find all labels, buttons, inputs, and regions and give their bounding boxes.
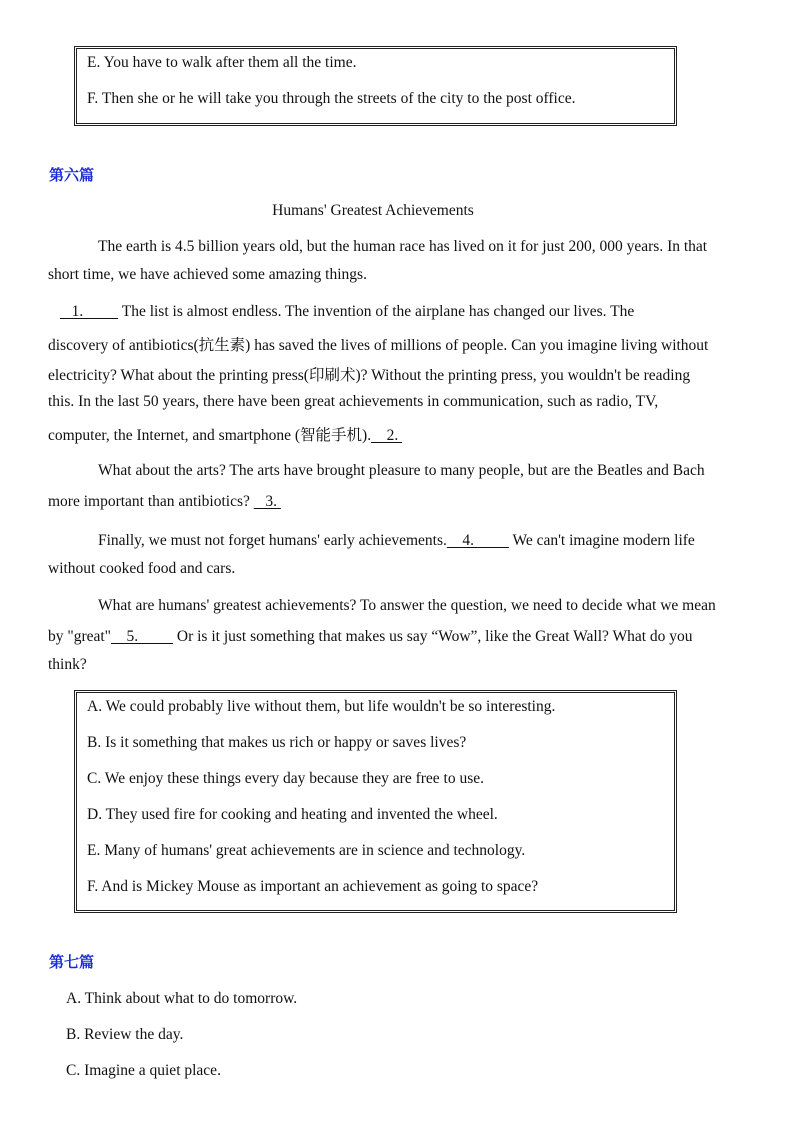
section7-heading: 第七篇 [49,953,95,971]
paragraph5-text-b: Or is it just something that makes us say “Wow”, like the Great Wall? What do you [173,628,693,645]
option-c: C. We enjoy these things every day because they are free to use. [87,770,485,787]
paragraph1-line1: The earth is 4.5 billion years old, but the human race has lived on it for just 200, 000 years. In that [98,238,708,255]
paragraph2-line5 [48,423,402,445]
blank-5[interactable]: 5. [111,628,174,645]
paragraph2-line3: electricity? What about the printing press(印刷术)? Without the printing press, you wouldn't be reading [48,367,691,384]
paragraph2-line2: discovery of antibiotics(抗生素) has saved the lives of millions of people. Can you imagine living without [48,337,709,354]
option-e: E. You have to walk after them all the time. [87,54,357,71]
paragraph3-line2 [48,493,281,511]
option-a: A. We could probably live without them, but life wouldn't be so interesting. [87,698,556,715]
section7-option-b: B. Review the day. [66,1026,184,1043]
section6-heading: 第六篇 [49,166,95,184]
option-e: E. Many of humans' great achievements are in science and technology. [87,842,526,859]
section7-option-c: C. Imagine a quiet place. [66,1062,221,1079]
paragraph5-line2 [48,628,693,646]
paragraph2-text: The list is almost endless. The invention of the airplane has changed our lives. The [118,303,635,320]
top-options-box [74,46,677,126]
option-d: D. They used fire for cooking and heating and invented the wheel. [87,806,498,823]
paragraph4-text-b: We can't imagine modern life [508,532,695,549]
paragraph4-line1 [98,532,695,550]
option-f: F. And is Mickey Mouse as important an achievement as going to space? [87,878,539,895]
paragraph3-text: more important than antibiotics? [48,493,254,510]
paragraph5-line3: think? [48,656,87,673]
paragraph3-line1: What about the arts? The arts have brought pleasure to many people, but are the Beatles and Bach [98,462,705,479]
section6-options-box [74,690,677,913]
paragraph2-line4: this. In the last 50 years, there have been great achievements in communication, such as radio, TV, [48,393,659,410]
paragraph5-text-a: by "great" [48,628,112,645]
paragraph4-line2: without cooked food and cars. [48,560,236,577]
section7-option-a: A. Think about what to do tomorrow. [66,990,298,1007]
passage-title: Humans' Greatest Achievements [272,202,474,219]
blank-3[interactable]: 3. [253,493,281,510]
blank-1[interactable]: 1. [60,303,119,320]
blank-4[interactable]: 4. [446,532,509,549]
option-f: F. Then she or he will take you through the streets of the city to the post office. [87,90,576,107]
blank-2[interactable]: 2. [371,427,403,444]
paragraph2-line1 [60,303,634,321]
paragraph2-text-end: computer, the Internet, and smartphone (智能手机). [48,427,372,444]
paragraph5-line1: What are humans' greatest achievements? To answer the question, we need to decide what we mean [98,597,716,614]
paragraph1-line2: short time, we have achieved some amazing things. [48,266,367,283]
option-b: B. Is it something that makes us rich or happy or saves lives? [87,734,467,751]
paragraph4-text: Finally, we must not forget humans' early achievements. [98,532,447,549]
